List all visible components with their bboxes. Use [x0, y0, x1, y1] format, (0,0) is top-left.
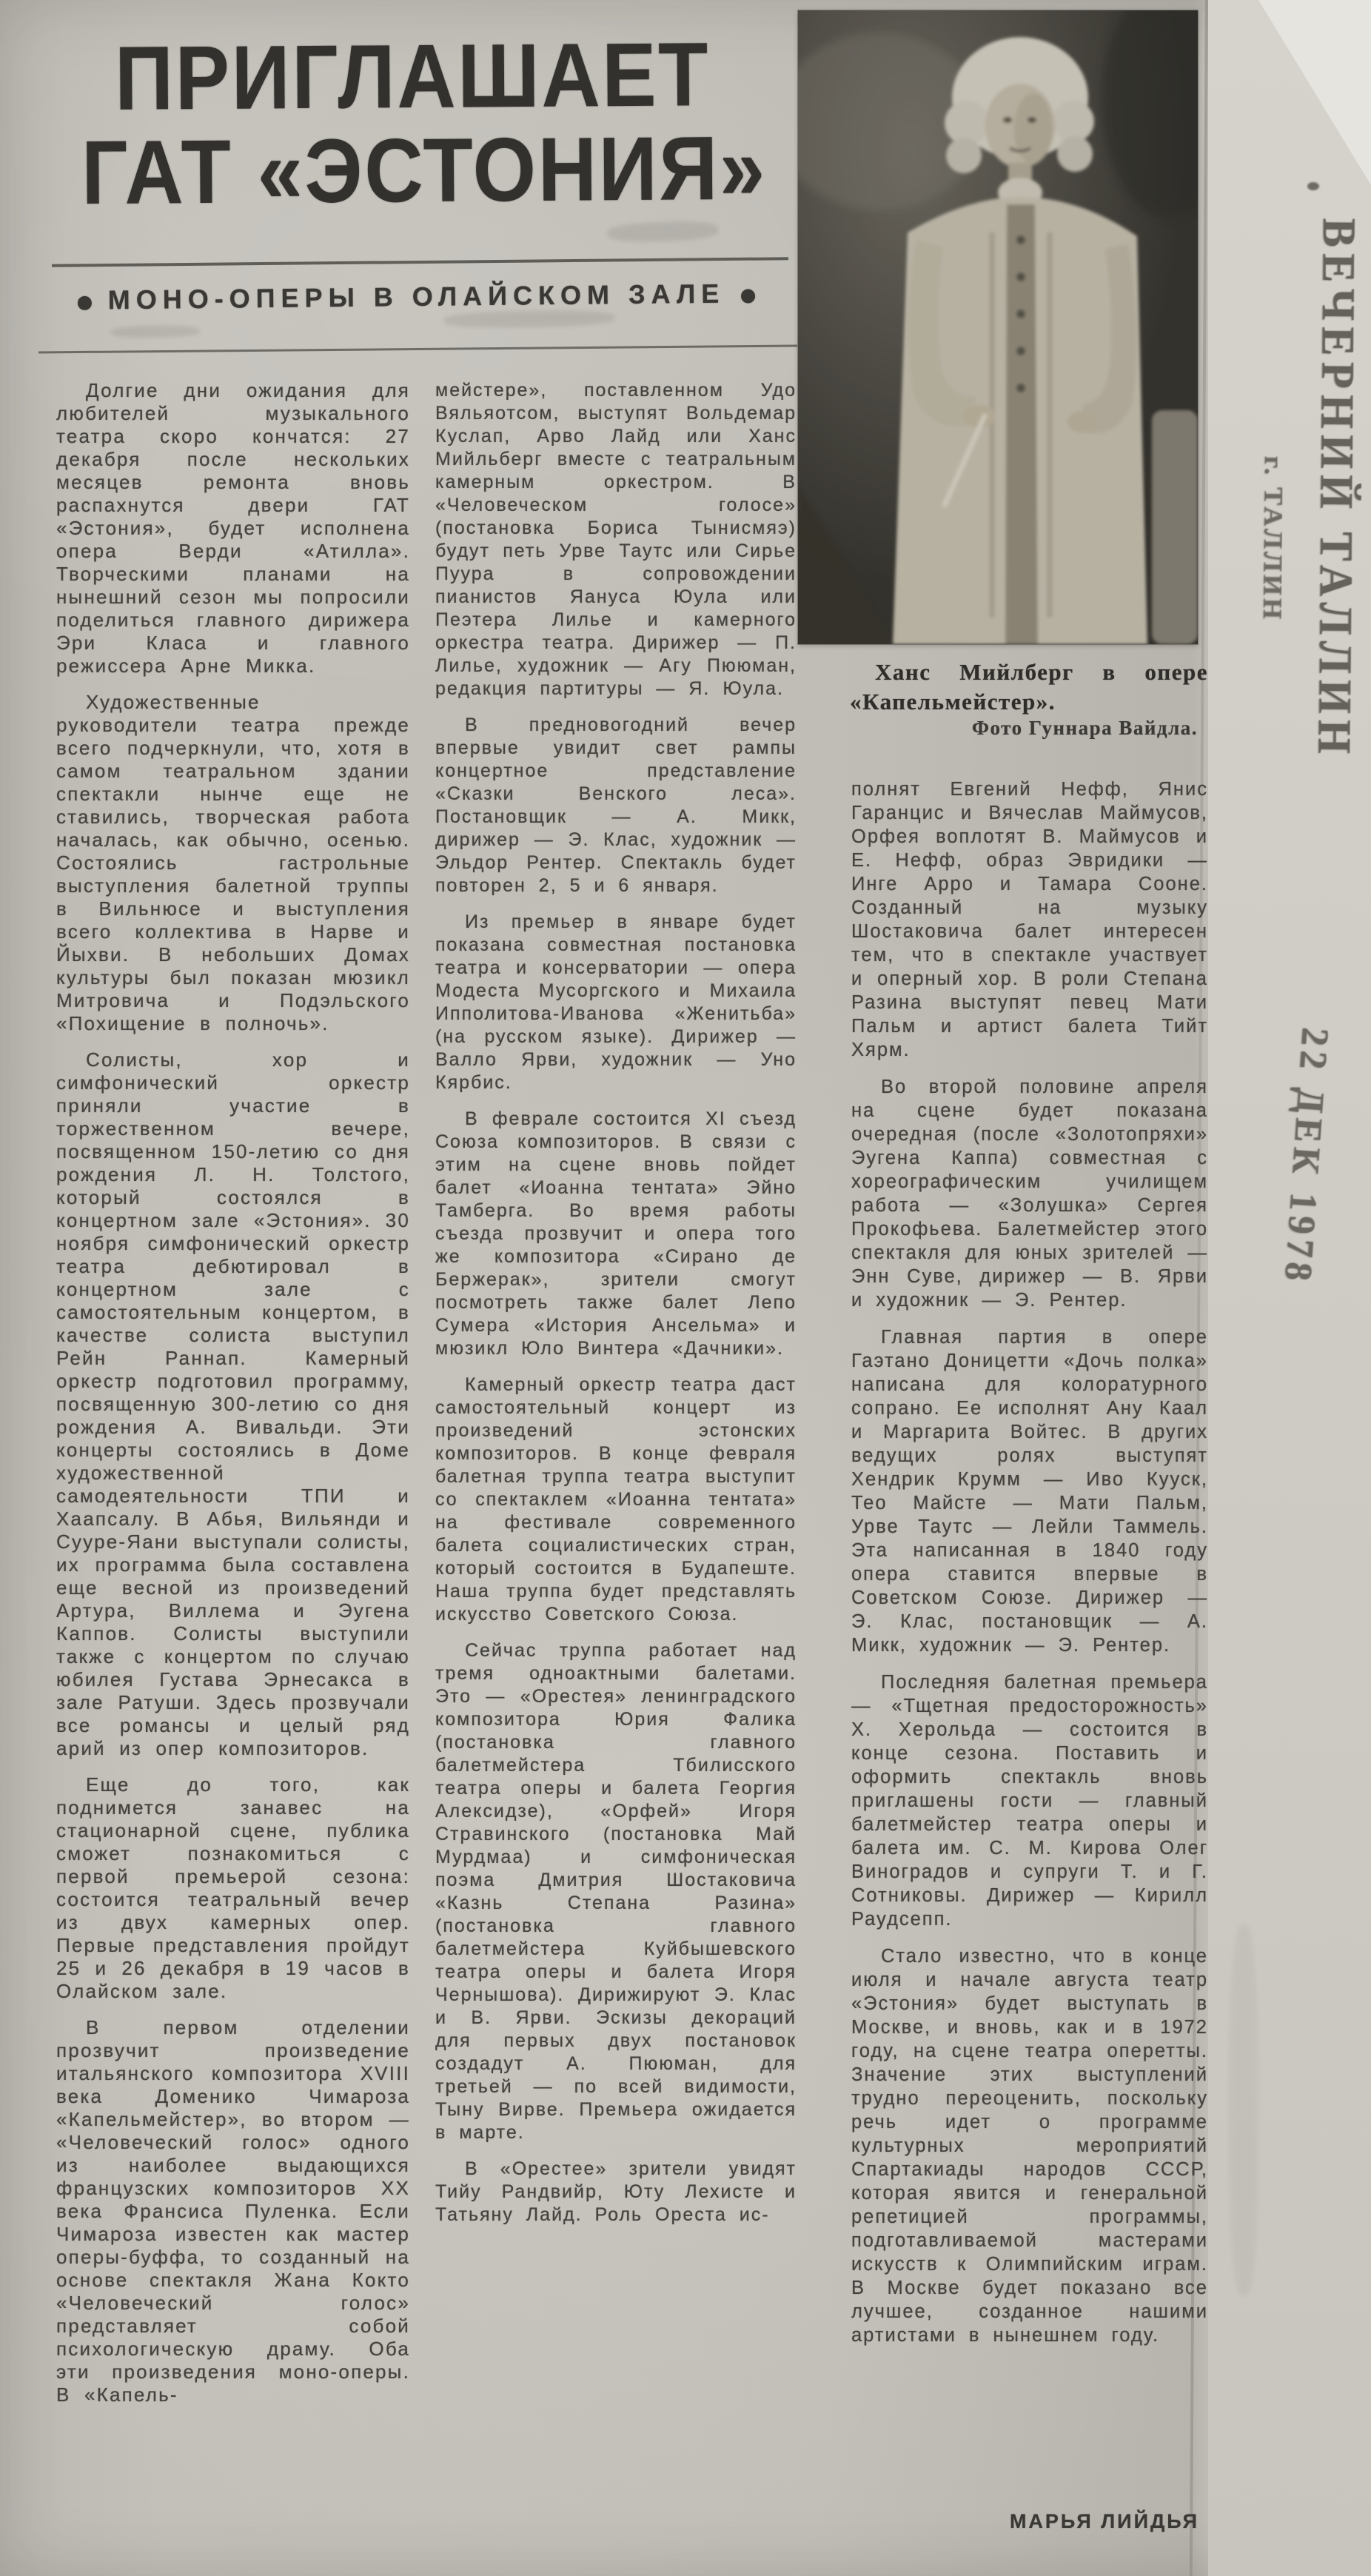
article-paragraph: Сейчас труппа работает над тремя одноактными балетами. Это — «Орестея» ленинградского композитора Юрия Фалика (постановка главного балетмейстера Тбилисского театра оперы и балета Георгия Алексидзе), «Орфей» Игоря Стравинского (постановка Май Мурдмаа) и симфоническая поэма Дмитрия Шостаковича «Казнь Степана Разина» (постановка главного балетмейстера Куйбышевского театра оперы и балета Игоря Чернышова). Дирижируют Э. Клас и В. Ярви. Эскизы декораций для первых двух постановок создадут А. Пююман, для третьей — по всей видимости, Тыну Вирве. Премьера ожидается в марте.: [435, 1640, 797, 2143]
article-paragraph: В первом отделении прозвучит произведение итальянского композитора XVIII века Доменико Чимароза «Капельмейстер», во втором — «Человеческий голос» одного из наиболее выдающихся французских композиторов XX века Франсиса Пуленка. Если Чимароза известен как мастер оперы-буффа, то созданный на основе спектакля Жана Кокто «Человеческий голос» представляет собой психологическую драму. Оба эти произведения моно-оперы. В «Капель-: [56, 2016, 410, 2406]
bullet-icon: ●: [738, 276, 759, 313]
newspaper-name-stamp: ВЕЧЕРНИЙ ТАЛЛИН: [1308, 218, 1366, 760]
article-paragraph: Из премьер в январе будет показана совместная постановка театра и консерватории — опера Модеста Мусоргского и Михаила Ипполитова-Иванова «Женитьба» (на русском языке). Дирижер — Валло Ярви, художник — Уно Кярбис.: [435, 911, 797, 1093]
article-paragraph: мейстере», поставленном Удо Вяльяотсом, выступят Вольдемар Куслап, Арво Лайд или Ханс Мийльберг вместе с театральным камерным оркестром. В «Человеческом голосе» (постановка Бориса Тынисмяэ) будут петь Урве Таутс или Сирье Пуура в сопровождении пианистов Яануса Юула или Пеэтера Лилье и камерного оркестра театра. Дирижер — П. Лилье, художник — Агу Пююман, редакция партитуры — Я. Юула.: [435, 380, 797, 699]
ink-bleed-smudge: [607, 220, 719, 243]
bullet-icon: ●: [74, 283, 95, 320]
article-paragraph: Солисты, хор и симфонический оркестр приняли участие в торжественном вечере, посвященном 150-летию со дня рождения Л. Н. Толстого, который состоялся в концертном зале «Эстония». 30 ноября симфонический оркестр театра дебютировал в концертном зале с самостоятельным концертом, в качестве солиста выступил Рейн Раннап. Камерный оркестр подготовил программу, посвященную 300-летию со дня рождения А. Вивальди. Эти концерты состоялись в Доме художественной самодеятельности ТПИ и Хаапсалу. В Абья, Вильянди и Сууре-Яани выступали солисты, их программа была составлена еще весной из произведений Артура, Виллема и Эугена Каппов. Солисты выступили также с концертом по случаю юбилея Густава Эрнесакса в зале Ратуши. Здесь прозвучали все романсы и целый ряд арий из опер композиторов.: [56, 1048, 410, 1759]
article-paragraph: Долгие дни ожидания для любителей музыкального театра скоро кончатся: 27 декабря после нескольких месяцев ремонта вновь распахнутся двери ГАТ «Эстония», будет исполнена опера Верди «Атилла». Творческими планами на нынешний сезон мы попросили поделиться главного дирижера Эри Класа и главного режиссера Арне Микка.: [56, 379, 410, 677]
author-byline: МАРЬЯ ЛИЙДЬЯ: [1009, 2510, 1199, 2532]
article-paragraph: полнят Евгений Нефф, Янис Гаранцис и Вячеслав Маймусов, Орфея воплотят В. Маймусов и Е. Нефф, образ Эвридики — Инге Арро и Тамара Сооне. Созданный на музыку Шостаковича балет интересен тем, что в спектакле участвует и оперный хор. В роли Степана Разина выступят певец Мати Пальм и артист балета Тийт Хярм.: [851, 779, 1208, 1060]
article-paragraph: Стало известно, что в конце июля и начале августа театр «Эстония» будет выступать в Москве, и вновь, как и в 1972 году, на сцене театра оперетты. Значение этих выступлений трудно переоценить, поскольку речь идет о программе культурных мероприятий Спартакиады народов СССР, которая явится и генеральной репетицией программы, подготавливаемой мастерами искусств к Олимпийским играм. В Москве будет показано все лучшее, созданное нашими артистами в нынешнем году.: [851, 1946, 1208, 2346]
kicker-text: МОНО-ОПЕРЫ В ОЛАЙСКОМ ЗАЛЕ: [107, 278, 725, 315]
article-column-1: [56, 379, 410, 2563]
article-column-2: [435, 379, 797, 2563]
headline-line-2: ГАТ «ЭСТОНИЯ»: [81, 117, 768, 223]
performer-photo: [798, 10, 1198, 644]
article-headline: [44, 24, 782, 223]
article-paragraph: Последняя балетная премьера — «Тщетная предосторожность» Х. Херольда — состоится в конце сезона. Поставить и оформить спектакль вновь приглашены гости — главный балетмейстер театра оперы и балета им. С. М. Кирова Олег Виноградов и супруги Т. и Г. Сотниковы. Дирижер — Кирилл Раудсепп.: [851, 1672, 1208, 1930]
article-paragraph: Во второй половине апреля на сцене будет показана очередная (после «Золотопряхи» Эугена Каппа) совместная с хореографическим училищем работа — «Золушка» Сергея Прокофьева. Балетмейстер этого спектакля для юных зрителей — Энн Суве, дирижер — В. Ярви и художник — Э. Рентер.: [851, 1077, 1208, 1311]
ink-bleed-smudge: [111, 325, 200, 338]
photo-credit: Фото Гуннара Вайдла.: [971, 717, 1198, 739]
ink-bleed-smudge: [1229, 1925, 1258, 2295]
city-stamp: г. ТАЛЛИН: [1258, 455, 1289, 623]
article-paragraph: Главная партия в опере Гаэтано Доницетти «Дочь полка» написана для колоратурного сопрано. Ее исполнят Ану Каал и Маргарита Войтес. В других ведущих ролях выступят Хендрик Крумм — Иво Кууск, Тео Майсте — Мати Пальм, Урве Таутс — Лейли Таммель. Эта написанная в 1840 году опера ставится впервые в Советском Союзе. Дирижер — Э. Клас, постановщик — А. Микк, художник — Э. Рентер.: [851, 1327, 1208, 1656]
article-column-3: [851, 777, 1208, 2506]
article-paragraph: В «Орестее» зрители увидят Тийу Рандвийр, Юту Лехисте и Татьяну Лайд. Роль Ореста ис-: [435, 2158, 797, 2225]
article-paragraph: Еще до того, как поднимется занавес на стационарной сцене, публика сможет познакомиться с первой премьерой сезона: состоится театральный вечер из двух камерных опер. Первые представления пройдут 25 и 26 декабря в 19 часов в Олайском зале.: [56, 1773, 410, 2002]
headline-rule: [52, 257, 788, 267]
headline-line-1: ПРИГЛАШАЕТ: [114, 24, 711, 129]
photo-caption: Ханс Мийлберг в опере «Капельмейстер».: [850, 659, 1208, 715]
article-paragraph: В феврале состоится XI съезд Союза композиторов. В связи с этим на сцене вновь пойдет балет «Иоанна тентата» Эйно Тамберга. Во время работы съезда прозвучит и опера того же композитора «Сирано де Бержерак», зрители смогут посмотреть также балет Лепо Сумера «История Ансельма» и мюзикл Юло Винтера «Дачники».: [435, 1108, 797, 1359]
stamp-dot: [1307, 182, 1319, 190]
article-paragraph: В предновогодний вечер впервые увидит свет рампы концертное представление «Сказки Венского леса». Постановщик — А. Микк, дирижер — Э. Клас, художник — Эльдор Рентер. Спектакль будет повторен 2, 5 и 6 января.: [435, 715, 797, 896]
article-paragraph: Художественные руководители театра прежде всего подчеркнули, что, хотя в самом театральном здании спектакли нынче еще не ставились, творческая работа началась, как обычно, осенью. Состоялись гастрольные выступления балетной труппы в Вильнюсе и выступления всего коллектива в Нарве и Йыхви. В небольших Домах культуры был показан мюзикл Митровича и Подэльского «Похищение в полночь».: [56, 691, 410, 1034]
article-paragraph: Камерный оркестр театра даст самостоятельный концерт из произведений эстонских композиторов. В конце февраля балетная труппа театра выступит со спектаклем «Иоанна тентата» на фестивале современного балета социалистических стран, который состоится в Будапеште. Наша труппа будет представлять искусство Советского Союза.: [435, 1374, 797, 1625]
performer-photo-illustration: [798, 10, 1198, 644]
kicker-bar: [56, 276, 777, 321]
body-top-rule: [38, 345, 797, 354]
date-stamp: 22 ДЕК 1978: [1276, 1026, 1337, 1287]
